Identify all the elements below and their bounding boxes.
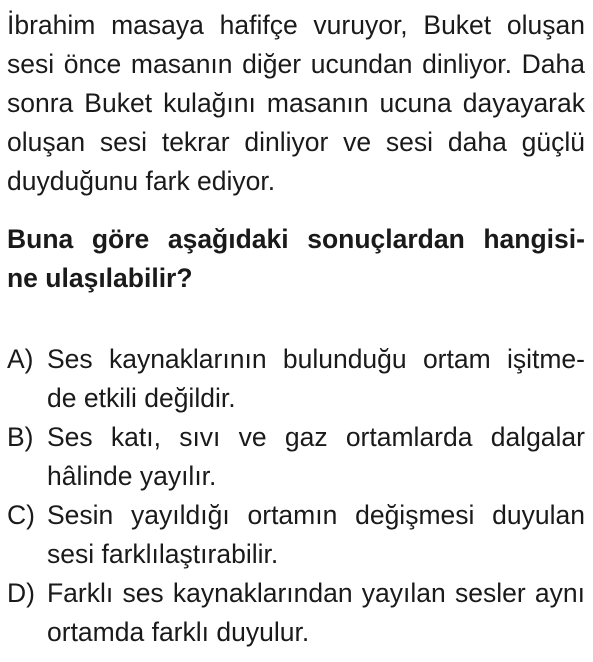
option-a[interactable] [7,340,585,418]
option-b-text [47,418,585,496]
passage-line-5: duyduğunu fark ediyor. [7,166,276,196]
option-d-letter: D) [7,578,35,608]
passage [7,6,585,201]
option-b-line-2: hâlinde yayılır. [47,461,217,491]
option-c-text [47,496,585,574]
option-a-line-2: de etkili değildir. [47,383,236,413]
passage-line-3: sonra Buket kulağını masanın ucuna dayayarak [7,88,585,118]
option-d-text [47,574,585,652]
question-prompt [7,220,585,298]
option-b-letter: B) [7,422,34,452]
option-d-line-2: ortamda farklı duyulur. [47,617,310,647]
passage-line-1: İbrahim masaya hafifçe vuruyor, Buket oluşan [7,10,585,40]
option-c-letter: C) [7,500,35,530]
option-b-line-1: Ses katı, sıvı ve gaz ortamlarda dalgalar [47,422,585,452]
question-line-2: ne ulaşılabilir? [7,263,193,293]
option-c-line-2: sesi farklılaştırabilir. [47,539,279,569]
passage-line-2: sesi önce masanın diğer ucundan dinliyor. Daha [7,49,585,79]
option-a-text [47,340,585,418]
option-a-line-1: Ses kaynaklarının bulunduğu ortam işitme- [47,344,585,374]
question-page [7,6,585,652]
answer-options [7,340,585,652]
passage-line-4: oluşan sesi tekrar dinliyor ve sesi daha güçlü [7,127,585,157]
option-d-line-1: Farklı ses kaynaklarından yayılan sesler aynı [47,578,585,608]
option-b[interactable] [7,418,585,496]
question-line-1: Buna göre aşağıdaki sonuçlardan hangisi- [7,224,585,254]
option-c-line-1: Sesin yayıldığı ortamın değişmesi duyulan [47,500,585,530]
option-a-letter: A) [7,344,34,374]
option-d[interactable] [7,574,585,652]
option-c[interactable] [7,496,585,574]
